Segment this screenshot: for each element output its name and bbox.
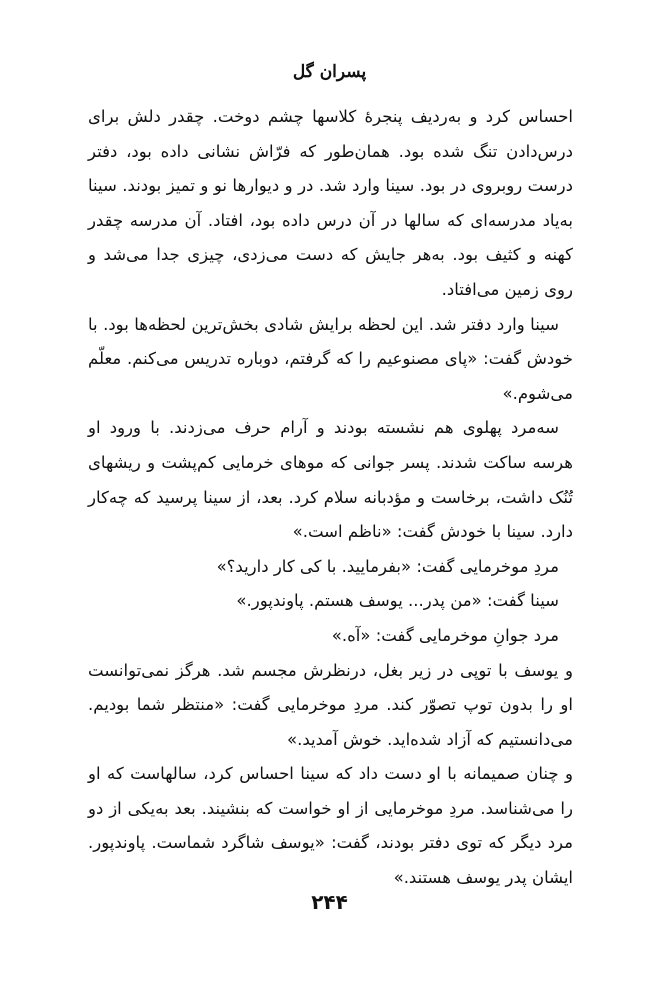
dialogue-line-3: مرد جوانِ موخرمایی گفت: «آه.» (331, 625, 559, 645)
dialogue-line-2: سینا گفت: «من پدر... یوسف هستم. پاوندپور.» (236, 591, 559, 611)
dialogue-line-1: مردِ موخرمایی گفت: «بفرمایید. با کی کار دارید؟» (216, 556, 559, 576)
paragraph-4: و یوسف با توپی در زیر بغل، درنظرش مجسم شد. هرگز نمی‌توانست او را بدون توپ تصوّر کند. مردِ موخرمایی گفت: «منتظر شما بودیم. می‌دانستیم که آزاد شده‌اید. خوش آمدید.» (88, 660, 573, 749)
page-number: ۲۴۴ (311, 890, 348, 914)
body-text (88, 100, 573, 896)
paragraph-1: احساس کرد و به‌ردیف پنجرهٔ کلاسها چشم دوخت. چقدر دلش برای درس‌دادن تنگ شده بود. همان‌طور که فرّاش نشانی داده بود، دفتر درست روبروی در بود. سینا وارد شد. در و دیوارها نو و تمیز بودند. سینا به‌یاد مدرسه‌ای که سالها در آن درس داده بود، افتاد. آن مدرسه چقدر کهنه و کثیف بود. به‌هر جایش که دست می‌زدی، چیزی جدا می‌شد و روی زمین می‌افتاد. (88, 107, 573, 299)
paragraph-2: سینا وارد دفتر شد. این لحظه برایش شادی بخش‌ترین لحظه‌ها بود. با خودش گفت: «پای مصنوعیم را که گرفتم، دوباره تدریس می‌کنم. معلّم می‌شوم.» (88, 314, 573, 403)
running-head: پسران گل (292, 62, 367, 82)
paragraph-5: و چنان صمیمانه با او دست داد که سینا احساس کرد، سالهاست که او را می‌شناسد. مردِ موخرمایی از او خواست که بنشیند. بعد به‌یکی از دو مرد دیگر که توی دفتر بودند، گفت: «یوسف شاگرد شماست. پاوندپور. ایشان پدر یوسف هستند.» (88, 764, 573, 888)
paragraph-3: سه‌مرد پهلوی هم نشسته بودند و آرام حرف می‌زدند. با ورود او هرسه ساکت شدند. پسر جوانی که موهای خرمایی کم‌پشت و ریشهای تُنُک داشت، برخاست و مؤدبانه سلام کرد. بعد، از سینا پرسید که چه‌کار دارد. سینا با خودش گفت: «ناظم است.» (88, 418, 573, 542)
